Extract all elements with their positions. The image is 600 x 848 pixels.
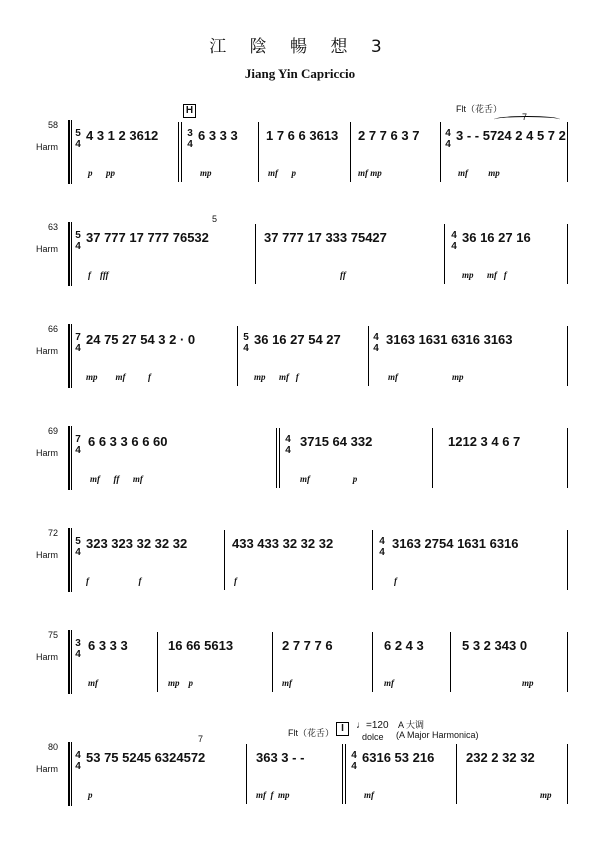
time-signature: 5 4 (75, 230, 81, 252)
measure-75-notes: 6 3 3 3 (88, 638, 128, 653)
measure-65-dynamics: mp mf f (462, 270, 507, 280)
system-69 (0, 424, 600, 524)
system-bracket (68, 222, 72, 286)
flutter-tongue-annotation: Flt（花舌） (288, 728, 334, 738)
barline (440, 122, 441, 182)
measure-77-dynamics: mf (282, 678, 292, 688)
tuplet-number: 7 (198, 734, 204, 744)
barline (350, 122, 351, 182)
system-58 (0, 104, 600, 218)
barline (342, 744, 343, 804)
measure-76-dynamics: mp p (168, 678, 194, 688)
measure-80-notes: 53 75 5245 6324572 (86, 750, 206, 765)
measure-number: 69 (48, 426, 59, 436)
time-signature: 3 4 (187, 128, 193, 150)
barline (345, 744, 346, 804)
instrument-label: Harm (36, 764, 58, 774)
measure-70-notes: 3715 64 332 (300, 434, 373, 449)
measure-67-dynamics: mp mf f (254, 372, 299, 382)
time-signature: 4 4 (285, 434, 291, 456)
measure-82-dynamics: mf (364, 790, 374, 800)
measure-68-dynamics: mf mp (388, 372, 464, 382)
measure-79-dynamics: mp (522, 678, 534, 688)
barline (444, 224, 445, 284)
barline (567, 122, 568, 182)
measure-67-notes: 36 16 27 54 27 (254, 332, 341, 347)
measure-69-dynamics: mf ff mf (90, 474, 143, 484)
system-72 (0, 526, 600, 626)
tuplet-number: 7 (522, 112, 528, 122)
instrument-label: Harm (36, 346, 58, 356)
measure-75-dynamics: mf (88, 678, 98, 688)
time-signature: 4 4 (75, 750, 81, 772)
measure-number: 80 (48, 742, 59, 752)
page-title: 江 陰 暢 想 3 (209, 37, 391, 57)
time-signature: 4 4 (379, 536, 385, 558)
instrument-label: Harm (36, 652, 58, 662)
measure-83-dynamics: mp (540, 790, 552, 800)
measure-62-dynamics: mf mp (458, 168, 500, 178)
system-bracket (68, 742, 72, 806)
measure-76-notes: 16 66 5613 (168, 638, 234, 653)
measure-number: 63 (48, 222, 59, 232)
system-63 (0, 214, 600, 320)
barline (567, 326, 568, 386)
barline (272, 632, 273, 692)
system-bracket (68, 630, 72, 694)
measure-64-dynamics: ff (340, 270, 346, 280)
barline (567, 428, 568, 488)
measure-83-notes: 232 2 32 32 (466, 750, 535, 765)
barline (255, 224, 256, 284)
barline (157, 632, 158, 692)
tuplet-number: 5 (212, 214, 218, 224)
time-signature: 4 4 (351, 750, 357, 772)
system-bracket (68, 426, 72, 490)
barline (246, 744, 247, 804)
measure-69-notes: 6 6 3 3 6 6 60 (88, 434, 168, 449)
time-signature: 4 4 (445, 128, 451, 150)
measure-74-notes: 3163 2754 1631 6316 (392, 536, 519, 551)
measure-61-dynamics: mf mp (358, 168, 382, 178)
measure-65-notes: 36 16 27 16 (462, 230, 531, 245)
measure-58-dynamics: p pp (88, 168, 115, 178)
barline (181, 122, 182, 182)
key-label-en: (A Major Harmonica) (396, 730, 479, 740)
measure-78-notes: 6 2 4 3 (384, 638, 424, 653)
barline (567, 224, 568, 284)
tempo-mark: ♩=120 (356, 720, 389, 731)
measure-60-dynamics: mf p (268, 168, 296, 178)
barline (432, 428, 433, 488)
barline (567, 744, 568, 804)
measure-81-dynamics: mf f mp (256, 790, 290, 800)
barline (372, 632, 373, 692)
instrument-label: Harm (36, 244, 58, 254)
time-signature: 3 4 (75, 638, 81, 660)
measure-82-notes: 6316 53 216 (362, 750, 435, 765)
measure-72-dynamics: f f (86, 576, 142, 586)
barline (224, 530, 225, 590)
system-80 (0, 720, 600, 840)
key-label-cn: A 大调 (398, 720, 425, 730)
measure-number: 58 (48, 120, 59, 130)
measure-number: 72 (48, 528, 59, 538)
barline (276, 428, 277, 488)
flutter-tongue-annotation: Flt（花舌） (456, 104, 502, 114)
system-66 (0, 322, 600, 422)
system-bracket (68, 120, 72, 184)
page-subtitle: Jiang Yin Capriccio (244, 66, 356, 81)
barline (237, 326, 238, 386)
instrument-label: Harm (36, 448, 58, 458)
barline (567, 530, 568, 590)
measure-62-notes: 3 - - 5724 2 4 5 7 2 (456, 128, 566, 143)
measure-77-notes: 2 7 7 7 6 (282, 638, 333, 653)
measure-70-dynamics: mf p (300, 474, 358, 484)
tuplet-slur (494, 116, 560, 123)
measure-80-dynamics: p (88, 790, 93, 800)
measure-number: 75 (48, 630, 59, 640)
barline (258, 122, 259, 182)
measure-59-notes: 6 3 3 3 (198, 128, 238, 143)
measure-73-dynamics: f (234, 576, 237, 586)
system-75 (0, 628, 600, 728)
time-signature: 7 4 (75, 332, 81, 354)
rehearsal-mark: H (183, 104, 196, 118)
measure-73-notes: 433 433 32 32 32 (232, 536, 334, 551)
instrument-label: Harm (36, 550, 58, 560)
measure-68-notes: 3163 1631 6316 3163 (386, 332, 513, 347)
barline (450, 632, 451, 692)
instrument-label: Harm (36, 142, 58, 152)
tempo-text: dolce (362, 732, 384, 742)
time-signature: 5 4 (75, 536, 81, 558)
time-signature: 4 4 (373, 332, 379, 354)
barline (372, 530, 373, 590)
rehearsal-mark: I (336, 722, 349, 736)
measure-60-notes: 1 7 6 6 3613 (266, 128, 339, 143)
measure-number: 66 (48, 324, 59, 334)
barline (178, 122, 179, 182)
time-signature: 4 4 (451, 230, 457, 252)
system-bracket (68, 528, 72, 592)
measure-74-dynamics: f (394, 576, 397, 586)
measure-59-dynamics: mp (200, 168, 212, 178)
measure-81-notes: 363 3 - - (256, 750, 305, 765)
measure-78-dynamics: mf (384, 678, 394, 688)
measure-61-notes: 2 7 7 6 3 7 (358, 128, 420, 143)
measure-64-notes: 37 777 17 333 75427 (264, 230, 387, 245)
measure-63-dynamics: f fff (88, 270, 109, 280)
measure-79-notes: 5 3 2 343 0 (462, 638, 528, 653)
time-signature: 5 4 (243, 332, 249, 354)
time-signature: 7 4 (75, 434, 81, 456)
system-bracket (68, 324, 72, 388)
time-signature: 5 4 (75, 128, 81, 150)
measure-63-notes: 37 777 17 777 76532 (86, 230, 209, 245)
measure-71-notes: 1212 3 4 6 7 (448, 434, 521, 449)
barline (279, 428, 280, 488)
measure-72-notes: 323 323 32 32 32 (86, 536, 188, 551)
barline (567, 632, 568, 692)
measure-66-dynamics: mp mf f (86, 372, 151, 382)
measure-58-notes: 4 3 1 2 3612 (86, 128, 159, 143)
barline (456, 744, 457, 804)
measure-66-notes: 24 75 27 54 3 2 · 0 (86, 332, 196, 347)
barline (368, 326, 369, 386)
